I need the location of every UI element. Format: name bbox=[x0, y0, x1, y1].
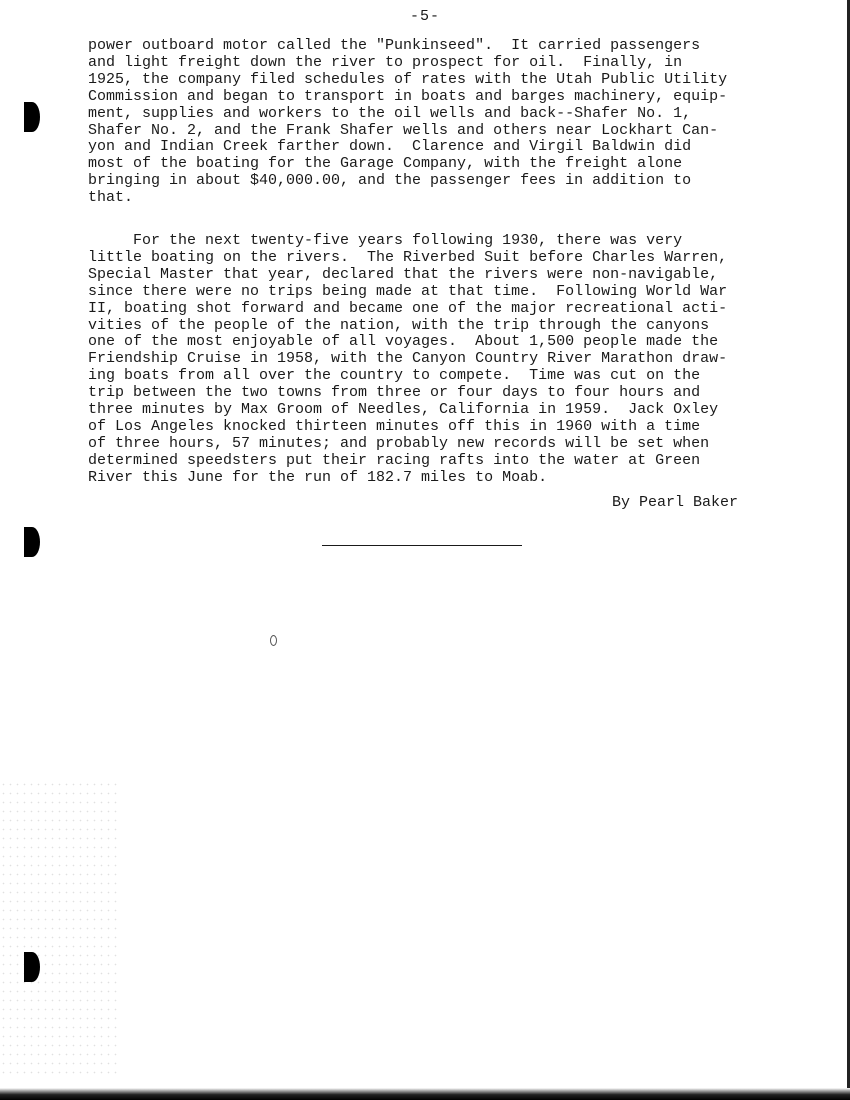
text-line: Friendship Cruise in 1958, with the Canyon Country River Marathon draw- bbox=[88, 350, 728, 368]
paragraph-2 bbox=[88, 233, 778, 487]
text-line: For the next twenty-five years following 1930, there was very bbox=[88, 232, 683, 249]
scan-speckle bbox=[0, 780, 120, 1080]
text-line: Special Master that year, declared that the rivers were non-navigable, bbox=[88, 265, 719, 283]
text-line: of three hours, 57 minutes; and probably new records will be set when bbox=[88, 434, 710, 452]
text-line: three minutes by Max Groom of Needles, California in 1959. Jack Oxley bbox=[88, 401, 719, 419]
text-line: determined speedsters put their racing rafts into the water at Green bbox=[88, 451, 701, 469]
paragraph-1 bbox=[88, 38, 778, 207]
text-line: little boating on the rivers. The Riverbed Suit before Charles Warren, bbox=[88, 248, 728, 266]
punch-hole-icon bbox=[24, 102, 40, 132]
text-line: of Los Angeles knocked thirteen minutes off this in 1960 with a time bbox=[88, 417, 701, 435]
text-line: power outboard motor called the "Punkinseed". It carried passengers bbox=[88, 37, 701, 54]
page-number: -5- bbox=[409, 8, 440, 25]
text-line: vities of the people of the nation, with the trip through the canyons bbox=[88, 316, 710, 334]
text-line: ment, supplies and workers to the oil wells and back--Shafer No. 1, bbox=[88, 104, 692, 122]
text-line: most of the boating for the Garage Company, with the freight alone bbox=[88, 155, 683, 173]
section-separator-line bbox=[322, 545, 522, 546]
text-line: one of the most enjoyable of all voyages. About 1,500 people made the bbox=[88, 333, 719, 351]
author-signature: By Pearl Baker bbox=[612, 494, 739, 511]
text-line: trip between the two towns from three or four days to four hours and bbox=[88, 384, 701, 402]
text-line: and light freight down the river to prospect for oil. Finally, in bbox=[88, 53, 683, 71]
punch-hole-icon bbox=[24, 527, 40, 557]
text-line: Commission and began to transport in boats and barges machinery, equip- bbox=[88, 87, 728, 105]
text-line: ing boats from all over the country to compete. Time was cut on the bbox=[88, 367, 701, 385]
text-line: bringing in about $40,000.00, and the passenger fees in addition to bbox=[88, 172, 692, 190]
scan-bottom-edge bbox=[0, 1088, 850, 1100]
text-line: River this June for the run of 182.7 miles to Moab. bbox=[88, 468, 548, 486]
text-line: that. bbox=[88, 189, 134, 207]
text-line: since there were no trips being made at that time. Following World War bbox=[88, 282, 728, 300]
text-line: Shafer No. 2, and the Frank Shafer wells and others near Lockhart Can- bbox=[88, 121, 719, 139]
stray-ink-mark bbox=[270, 635, 277, 646]
text-line: yon and Indian Creek farther down. Clarence and Virgil Baldwin did bbox=[88, 138, 692, 156]
text-line: 1925, the company filed schedules of rates with the Utah Public Utility bbox=[88, 70, 728, 88]
text-line: II, boating shot forward and became one of the major recreational acti- bbox=[88, 299, 728, 317]
